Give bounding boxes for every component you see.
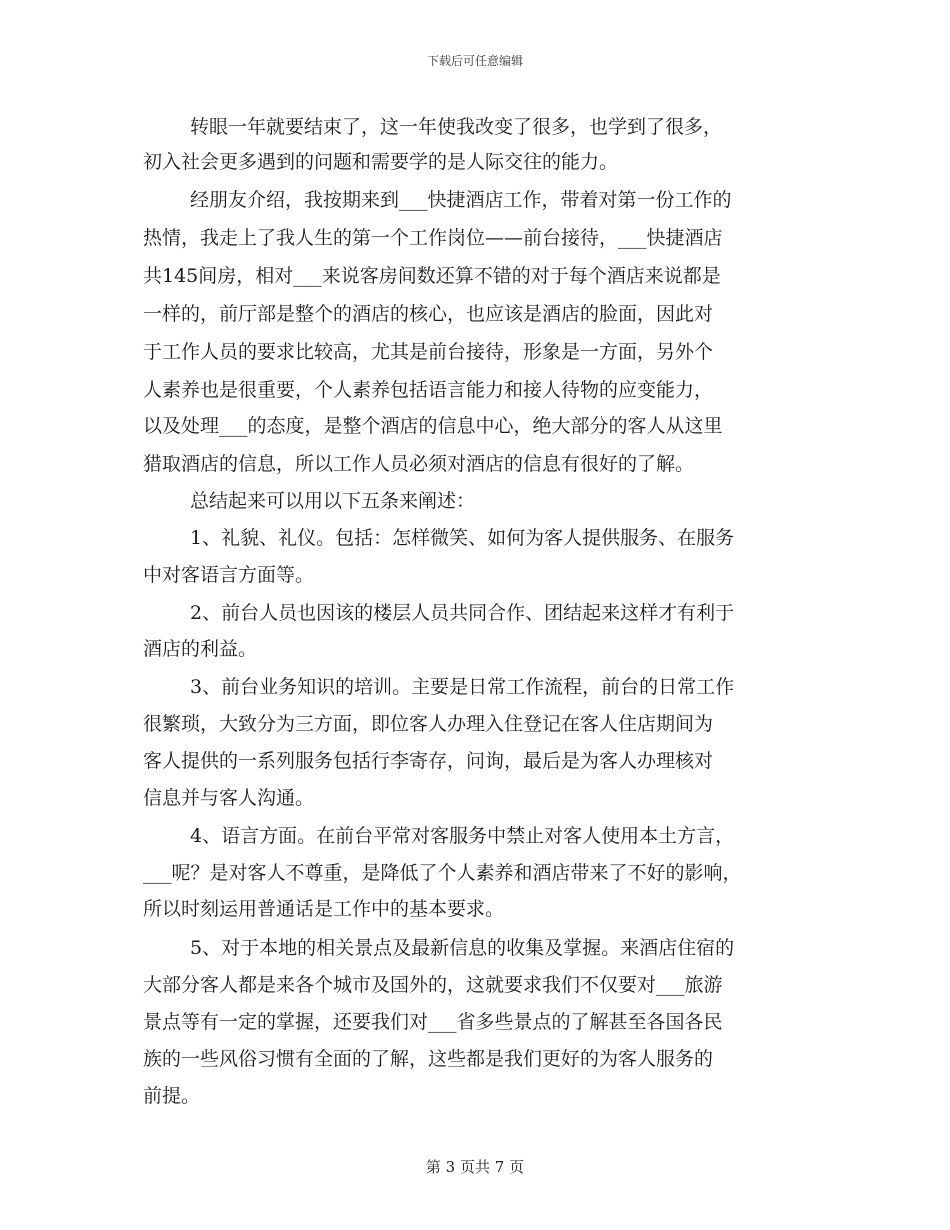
- text-line: 人素养也是很重要，个人素养包括语言能力和接人待物的应变能力，: [143, 379, 714, 401]
- text-line: 总结起来可以用以下五条来阐述：: [190, 490, 476, 512]
- text-line: 猎取酒店的信息，所以工作人员必须对酒店的信息有很好的了解。: [143, 453, 695, 475]
- text-line: 4、语言方面。在前台平常对客服务中禁止对客人使用本土方言，: [190, 825, 735, 847]
- text-line: 中对客语言方面等。: [143, 564, 315, 586]
- text-line: 信息并与客人沟通。: [143, 787, 315, 809]
- page-header: 下载后可任意编辑: [426, 54, 523, 68]
- text-line: 酒店的利益。: [143, 638, 258, 660]
- text-line: 共145间房，相对___来说客房间数还算不错的对于每个酒店来说都是: [143, 265, 721, 287]
- text-line: 于工作人员的要求比较高，尤其是前台接待，形象是一方面，另外个: [143, 341, 714, 363]
- text-line: ___呢？是对客人不尊重，是降低了个人素养和酒店带来了不好的影响，: [143, 862, 742, 884]
- text-line: 转眼一年就要结束了，这一年使我改变了很多，也学到了很多，: [190, 116, 723, 138]
- text-line: 2、前台人员也因该的楼层人员共同合作、团结起来这样才有利于: [190, 602, 735, 624]
- page-footer: 第 3 页共 7 页: [425, 1158, 525, 1176]
- text-line: 一样的，前厅部是整个的酒店的核心，也应该是酒店的脸面，因此对: [143, 303, 714, 325]
- text-line: 1、礼貌、礼仪。包括：怎样微笑、如何为客人提供服务、在服务: [190, 527, 735, 549]
- text-line: 大部分客人都是来各个城市及国外的，这就要求我们不仅要对___旅游: [143, 974, 723, 996]
- text-line: 景点等有一定的掌握，还要我们对___省多些景点的了解甚至各国各民: [143, 1011, 723, 1033]
- text-line: 3、前台业务知识的培训。主要是日常工作流程，前台的日常工作: [190, 676, 735, 698]
- text-line: 热情，我走上了我人生的第一个工作岗位——前台接待，___快捷酒店: [143, 227, 723, 249]
- text-line: 经朋友介绍，我按期来到___快捷酒店工作，带着对第一份工作的: [190, 189, 732, 211]
- text-line: 很繁琐，大致分为三方面，即位客人办理入住登记在客人住店期间为: [143, 713, 714, 735]
- text-line: 以及处理___的态度，是整个酒店的信息中心，绝大部分的客人从这里: [143, 415, 723, 437]
- text-line: 所以时刻运用普通话是工作中的基本要求。: [143, 898, 505, 920]
- text-line: 客人提供的一系列服务包括行李寄存，问询，最后是为客人办理核对: [143, 750, 714, 772]
- text-line: 前提。: [143, 1085, 201, 1107]
- text-line: 族的一些风俗习惯有全面的了解，这些都是我们更好的为客人服务的: [143, 1048, 714, 1070]
- text-line: 初入社会更多遇到的问题和需要学的是人际交往的能力。: [143, 151, 619, 173]
- text-line: 5、对于本地的相关景点及最新信息的收集及掌握。来酒店住宿的: [190, 937, 735, 959]
